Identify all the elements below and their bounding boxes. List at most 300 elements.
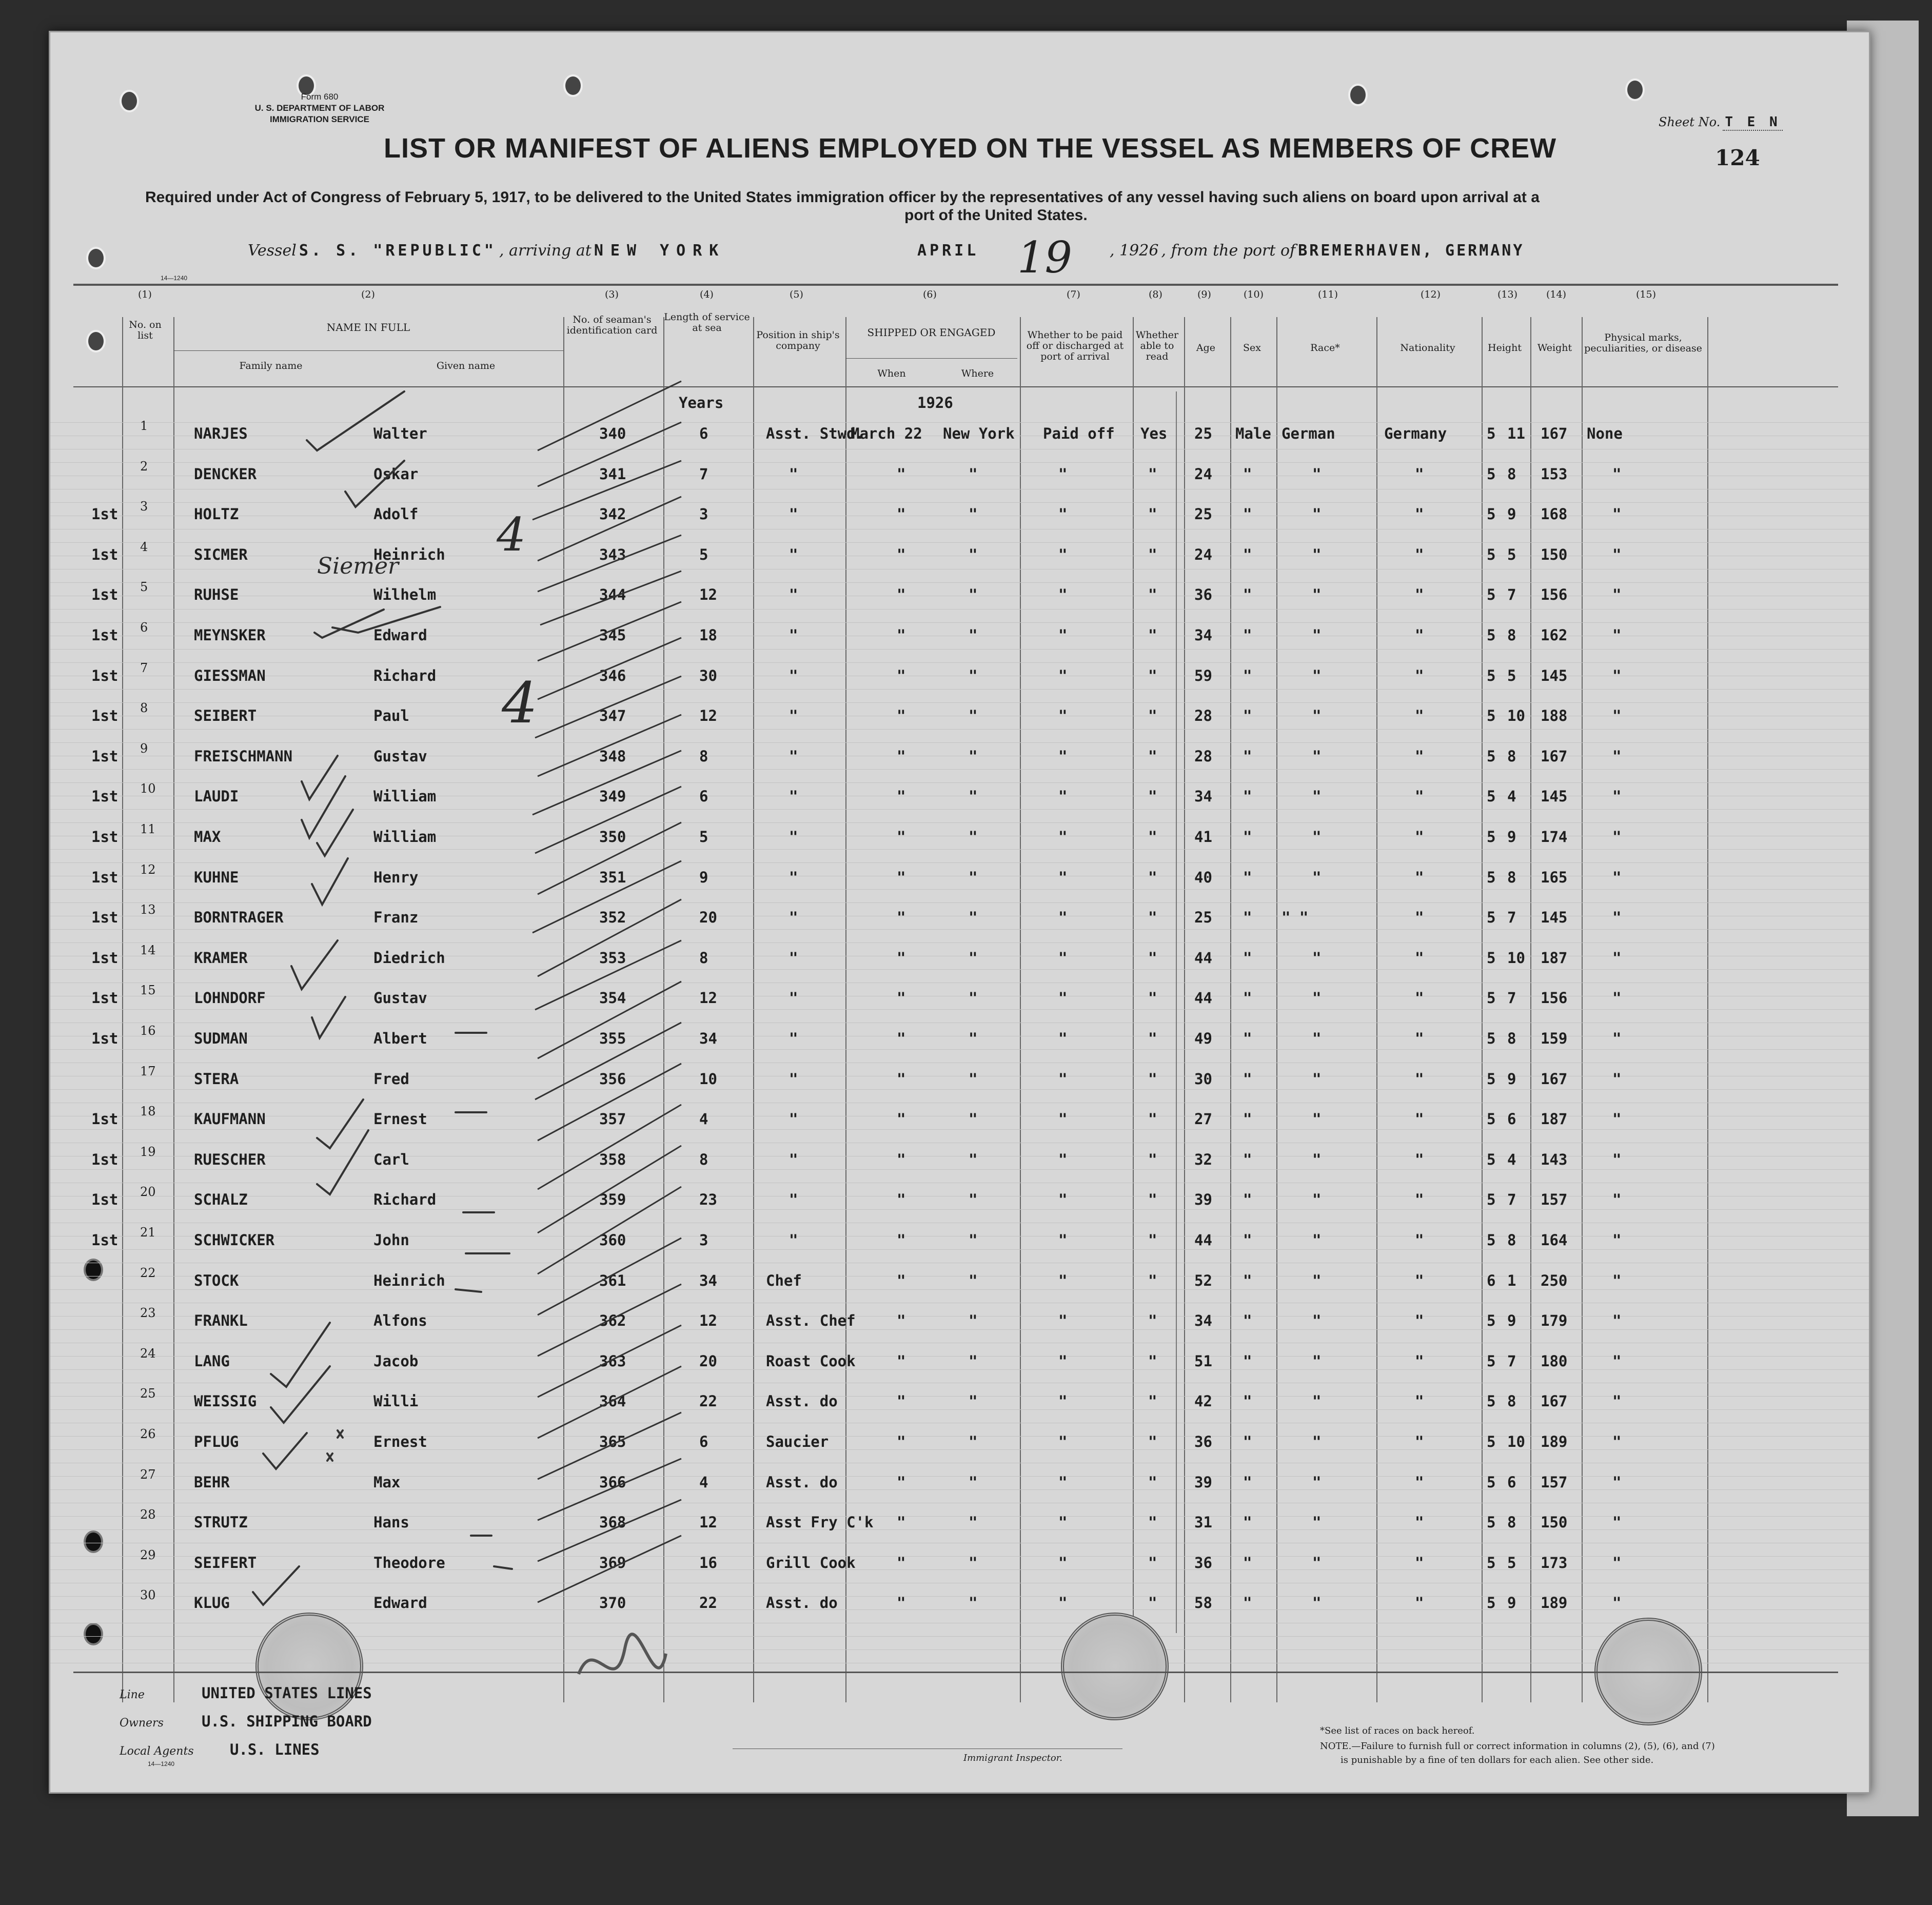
able-to-read: " bbox=[1148, 1110, 1157, 1128]
shipped-where: " bbox=[969, 788, 978, 806]
column-number: (13) bbox=[1497, 289, 1518, 300]
header-shipped-engaged: SHIPPED OR ENGAGED bbox=[867, 326, 996, 339]
header-name-in-full: NAME IN FULL bbox=[326, 321, 410, 333]
sex: " bbox=[1243, 1110, 1252, 1128]
owners-label: Owners bbox=[120, 1717, 164, 1730]
height-inches: 9 bbox=[1507, 1312, 1516, 1330]
age: 34 bbox=[1194, 788, 1212, 806]
page-title: LIST OR MANIFEST OF ALIENS EMPLOYED ON THE VESSEL AS MEMBERS OF CREW bbox=[384, 133, 1557, 164]
column-number: (2) bbox=[361, 289, 375, 300]
able-to-read: " bbox=[1148, 989, 1157, 1007]
position: " bbox=[789, 1191, 798, 1209]
checkmark bbox=[314, 610, 384, 638]
shipped-where: " bbox=[969, 1312, 978, 1330]
svg-text:4: 4 bbox=[502, 670, 538, 736]
sex: " bbox=[1243, 626, 1252, 644]
shipped-when: " bbox=[897, 666, 906, 684]
height-feet: 5 bbox=[1487, 1433, 1496, 1450]
column-number: (12) bbox=[1421, 289, 1441, 300]
able-to-read: " bbox=[1148, 949, 1157, 967]
given-name: Fred bbox=[373, 1070, 409, 1088]
shipped-when: " bbox=[897, 1352, 906, 1370]
shipped-where: " bbox=[969, 1473, 978, 1491]
position: Asst. do bbox=[766, 1392, 838, 1410]
weight: 159 bbox=[1541, 1030, 1568, 1047]
header-nationality: Nationality bbox=[1400, 342, 1455, 353]
race: " bbox=[1312, 1514, 1322, 1531]
race: " bbox=[1312, 545, 1322, 563]
shipped-when: " bbox=[897, 545, 906, 563]
service-years: 16 bbox=[699, 1554, 717, 1572]
row-number: 11 bbox=[140, 822, 156, 836]
sex: " bbox=[1243, 989, 1252, 1007]
row-number: 1 bbox=[140, 419, 148, 433]
row-number: 27 bbox=[140, 1467, 156, 1482]
card-number: 352 bbox=[599, 909, 626, 927]
height-inches: 9 bbox=[1507, 1594, 1516, 1612]
height-inches: 8 bbox=[1507, 868, 1516, 886]
vessel-name: S. S. "REPUBLIC" bbox=[299, 242, 497, 260]
family-name: SEIFERT bbox=[194, 1554, 257, 1572]
weight: 168 bbox=[1541, 505, 1568, 523]
header-paid-off: Whether to be paid off or discharged at port of arrival bbox=[1026, 329, 1124, 362]
able-to-read: " bbox=[1148, 465, 1157, 483]
family-name: LAUDI bbox=[194, 788, 239, 806]
sex: " bbox=[1243, 1352, 1252, 1370]
able-to-read: " bbox=[1148, 1392, 1157, 1410]
checkmark bbox=[263, 1433, 307, 1469]
paid-off: " bbox=[1058, 586, 1068, 604]
row-number: 8 bbox=[140, 701, 148, 716]
nationality: " bbox=[1415, 626, 1424, 644]
service-name: IMMIGRATION SERVICE bbox=[270, 114, 369, 124]
position: Asst. do bbox=[766, 1473, 838, 1491]
given-name: Albert bbox=[373, 1030, 427, 1047]
column-number: (8) bbox=[1149, 289, 1162, 300]
height-feet: 5 bbox=[1487, 545, 1496, 563]
weight: 167 bbox=[1541, 1392, 1568, 1410]
nationality: " bbox=[1415, 666, 1424, 684]
nationality: " bbox=[1415, 1433, 1424, 1450]
row-number: 5 bbox=[140, 580, 148, 595]
age: 52 bbox=[1194, 1271, 1212, 1289]
column-number: (9) bbox=[1197, 289, 1211, 300]
race: " bbox=[1312, 1271, 1322, 1289]
row-mark: 1st bbox=[91, 989, 119, 1007]
position: Chef bbox=[766, 1271, 802, 1289]
weight: 156 bbox=[1541, 989, 1568, 1007]
nationality: " bbox=[1415, 465, 1424, 483]
vessel-label: Vessel bbox=[248, 242, 297, 260]
given-name: Ernest bbox=[373, 1433, 427, 1450]
race: " bbox=[1312, 1554, 1322, 1572]
card-number: 363 bbox=[599, 1352, 626, 1370]
race: " bbox=[1312, 1110, 1322, 1128]
race: " " bbox=[1282, 909, 1309, 927]
service-years: 20 bbox=[699, 1352, 717, 1370]
shipped-when: " bbox=[897, 1231, 906, 1249]
nationality: " bbox=[1415, 1473, 1424, 1491]
age: 24 bbox=[1194, 465, 1212, 483]
card-number: 361 bbox=[599, 1271, 626, 1289]
height-feet: 5 bbox=[1487, 1352, 1496, 1370]
family-name: STERA bbox=[194, 1070, 239, 1088]
weight: 167 bbox=[1541, 425, 1568, 442]
height-feet: 5 bbox=[1487, 788, 1496, 806]
position: " bbox=[789, 989, 798, 1007]
row-mark: 1st bbox=[91, 586, 119, 604]
position: " bbox=[789, 788, 798, 806]
shipped-when: March 22 bbox=[851, 425, 922, 442]
service-years: 8 bbox=[699, 949, 708, 967]
service-years: 4 bbox=[699, 1110, 708, 1128]
family-name: KRAMER bbox=[194, 949, 248, 967]
card-number: 366 bbox=[599, 1473, 626, 1491]
physical-marks: " bbox=[1612, 1312, 1622, 1330]
card-number: 342 bbox=[599, 505, 626, 523]
shipped-where: " bbox=[969, 1554, 978, 1572]
service-years: 10 bbox=[699, 1070, 717, 1088]
family-name: HOLTZ bbox=[194, 505, 239, 523]
column-number: (11) bbox=[1318, 289, 1338, 300]
physical-marks: " bbox=[1612, 1433, 1622, 1450]
nationality: Germany bbox=[1384, 425, 1447, 442]
height-feet: 5 bbox=[1487, 1070, 1496, 1088]
given-name: Heinrich bbox=[373, 1271, 445, 1289]
card-number: 349 bbox=[599, 788, 626, 806]
header-position: Position in ship's company bbox=[756, 329, 840, 351]
shipped-where: " bbox=[969, 868, 978, 886]
sheet-label: Sheet No. bbox=[1659, 115, 1721, 129]
service-years: 3 bbox=[699, 505, 708, 523]
shipped-where: " bbox=[969, 1271, 978, 1289]
given-name: Paul bbox=[373, 707, 409, 725]
nationality: " bbox=[1415, 1392, 1424, 1410]
weight: 179 bbox=[1541, 1312, 1568, 1330]
nationality: " bbox=[1415, 909, 1424, 927]
sex: " bbox=[1243, 465, 1252, 483]
family-name: PFLUG bbox=[194, 1433, 239, 1450]
race: " bbox=[1312, 505, 1322, 523]
able-to-read: " bbox=[1148, 1271, 1157, 1289]
position: " bbox=[789, 1110, 798, 1128]
shipped-where: " bbox=[969, 666, 978, 684]
checkmark bbox=[312, 858, 348, 905]
paid-off: " bbox=[1058, 505, 1068, 523]
weight: 250 bbox=[1541, 1271, 1568, 1289]
race: " bbox=[1312, 465, 1322, 483]
sex: " bbox=[1243, 1150, 1252, 1168]
height-inches: 7 bbox=[1507, 1352, 1516, 1370]
shipped-when: " bbox=[897, 1392, 906, 1410]
card-number: 350 bbox=[599, 828, 626, 846]
header-when: When bbox=[877, 368, 906, 379]
row-number: 17 bbox=[140, 1064, 156, 1078]
height-inches: 9 bbox=[1507, 828, 1516, 846]
shipped-where: " bbox=[969, 1594, 978, 1612]
sex: " bbox=[1243, 505, 1252, 523]
race: " bbox=[1312, 1150, 1322, 1168]
shipped-where: " bbox=[969, 586, 978, 604]
weight: 145 bbox=[1541, 909, 1568, 927]
service-years: 6 bbox=[699, 1433, 708, 1450]
shipped-where: " bbox=[969, 505, 978, 523]
height-feet: 5 bbox=[1487, 1392, 1496, 1410]
row-number: 9 bbox=[140, 741, 148, 756]
able-to-read: " bbox=[1148, 1514, 1157, 1531]
row-number: 19 bbox=[140, 1144, 156, 1159]
given-name: Diedrich bbox=[373, 949, 445, 967]
paid-off: " bbox=[1058, 1271, 1068, 1289]
able-to-read: " bbox=[1148, 586, 1157, 604]
given-name: Wilhelm bbox=[373, 586, 437, 604]
age: 49 bbox=[1194, 1030, 1212, 1047]
card-number: 364 bbox=[599, 1392, 626, 1410]
position: " bbox=[789, 626, 798, 644]
given-name: William bbox=[373, 788, 437, 806]
consulate-stamp bbox=[255, 1613, 363, 1720]
race: " bbox=[1312, 666, 1322, 684]
given-name: Henry bbox=[373, 868, 419, 886]
service-years: 22 bbox=[699, 1392, 717, 1410]
position: " bbox=[789, 505, 798, 523]
able-to-read: " bbox=[1148, 1352, 1157, 1370]
shipped-when: " bbox=[897, 747, 906, 765]
card-number: 356 bbox=[599, 1070, 626, 1088]
age: 28 bbox=[1194, 707, 1212, 725]
race: " bbox=[1312, 1473, 1322, 1491]
nationality: " bbox=[1415, 1271, 1424, 1289]
row-number: 20 bbox=[140, 1185, 156, 1200]
position: " bbox=[789, 747, 798, 765]
able-to-read: " bbox=[1148, 1433, 1157, 1450]
given-name: Max bbox=[373, 1473, 401, 1491]
department: U. S. DEPARTMENT OF LABOR bbox=[254, 103, 385, 113]
weight: 153 bbox=[1541, 465, 1568, 483]
card-number: 354 bbox=[599, 989, 626, 1007]
race: " bbox=[1312, 1030, 1322, 1047]
paid-off: Paid off bbox=[1043, 425, 1115, 442]
family-name: GIESSMAN bbox=[194, 666, 266, 684]
physical-marks: " bbox=[1612, 1030, 1622, 1047]
sex: " bbox=[1243, 1030, 1252, 1047]
arrival-day: 19 bbox=[1017, 232, 1072, 283]
height-inches: 4 bbox=[1507, 1150, 1516, 1168]
nationality: " bbox=[1415, 545, 1424, 563]
height-feet: 5 bbox=[1487, 1110, 1496, 1128]
physical-marks: " bbox=[1612, 909, 1622, 927]
race: " bbox=[1312, 1352, 1322, 1370]
column-number: (15) bbox=[1636, 289, 1657, 300]
able-to-read: " bbox=[1148, 545, 1157, 563]
nationality: " bbox=[1415, 828, 1424, 846]
paid-off: " bbox=[1058, 1352, 1068, 1370]
agents-value: U.S. LINES bbox=[230, 1741, 320, 1758]
age: 31 bbox=[1194, 1514, 1212, 1531]
consulate-stamp bbox=[1061, 1613, 1169, 1720]
physical-marks: " bbox=[1612, 505, 1622, 523]
shipped-where: " bbox=[969, 707, 978, 725]
sex: " bbox=[1243, 586, 1252, 604]
paid-off: " bbox=[1058, 949, 1068, 967]
height-inches: 10 bbox=[1507, 707, 1525, 725]
card-number: 348 bbox=[599, 747, 626, 765]
note-fine: NOTE.—Failure to furnish full or correct information in columns (2), (5), (6), and (7) bbox=[1320, 1741, 1715, 1752]
service-years: 12 bbox=[699, 707, 717, 725]
weight: 143 bbox=[1541, 1150, 1568, 1168]
shipped-where: " bbox=[969, 626, 978, 644]
physical-marks: None bbox=[1587, 425, 1623, 442]
nationality: " bbox=[1415, 747, 1424, 765]
weight: 174 bbox=[1541, 828, 1568, 846]
paid-off: " bbox=[1058, 989, 1068, 1007]
row-number: 29 bbox=[140, 1547, 156, 1562]
header-given-name: Given name bbox=[436, 360, 496, 371]
age: 36 bbox=[1194, 1554, 1212, 1572]
able-to-read: " bbox=[1148, 909, 1157, 927]
sex: " bbox=[1243, 1554, 1252, 1572]
shipped-when: " bbox=[897, 465, 906, 483]
card-number: 357 bbox=[599, 1110, 626, 1128]
shipped-when: " bbox=[897, 909, 906, 927]
service-years: 6 bbox=[699, 425, 708, 442]
form-number: Form 680 bbox=[301, 92, 339, 102]
position: Asst Fry C'k bbox=[766, 1514, 874, 1531]
position: " bbox=[789, 465, 798, 483]
card-number: 368 bbox=[599, 1514, 626, 1531]
card-number: 343 bbox=[599, 545, 626, 563]
card-number: 358 bbox=[599, 1150, 626, 1168]
physical-marks: " bbox=[1612, 666, 1622, 684]
able-to-read: Yes bbox=[1140, 425, 1168, 442]
height-inches: 8 bbox=[1507, 1231, 1516, 1249]
service-years: 30 bbox=[699, 666, 717, 684]
checkmark bbox=[332, 607, 440, 633]
race: " bbox=[1312, 707, 1322, 725]
race: " bbox=[1312, 1594, 1322, 1612]
service-years: 34 bbox=[699, 1271, 717, 1289]
row-mark: 1st bbox=[91, 1030, 119, 1047]
age: 36 bbox=[1194, 586, 1212, 604]
arriving-label: , arriving at bbox=[499, 242, 592, 260]
height-feet: 5 bbox=[1487, 868, 1496, 886]
family-name: MAX bbox=[194, 828, 221, 846]
age: 42 bbox=[1194, 1392, 1212, 1410]
checkmark bbox=[317, 1130, 368, 1194]
card-number: 355 bbox=[599, 1030, 626, 1047]
note-races: *See list of races on back hereof. bbox=[1320, 1725, 1475, 1736]
able-to-read: " bbox=[1148, 626, 1157, 644]
given-name: John bbox=[373, 1231, 409, 1249]
shipped-where: " bbox=[969, 465, 978, 483]
age: 40 bbox=[1194, 868, 1212, 886]
sex: " bbox=[1243, 949, 1252, 967]
paid-off: " bbox=[1058, 465, 1068, 483]
sex: " bbox=[1243, 868, 1252, 886]
header-where: Where bbox=[961, 368, 994, 379]
physical-marks: " bbox=[1612, 1554, 1622, 1572]
sex: " bbox=[1243, 666, 1252, 684]
height-inches: 11 bbox=[1507, 425, 1525, 442]
sex: Male bbox=[1235, 425, 1271, 442]
inspector-label: Immigrant Inspector. bbox=[963, 1753, 1063, 1763]
shipped-when: " bbox=[897, 1150, 906, 1168]
card-number: 346 bbox=[599, 666, 626, 684]
able-to-read: " bbox=[1148, 707, 1157, 725]
height-inches: 8 bbox=[1507, 747, 1516, 765]
family-name: STOCK bbox=[194, 1271, 239, 1289]
row-mark: 1st bbox=[91, 545, 119, 563]
race: " bbox=[1312, 1392, 1322, 1410]
race: " bbox=[1312, 626, 1322, 644]
physical-marks: " bbox=[1612, 626, 1622, 644]
height-inches: 8 bbox=[1507, 1514, 1516, 1531]
height-inches: 8 bbox=[1507, 1030, 1516, 1047]
physical-marks: " bbox=[1612, 989, 1622, 1007]
service-years: 18 bbox=[699, 626, 717, 644]
row-number: 13 bbox=[140, 902, 156, 917]
able-to-read: " bbox=[1148, 788, 1157, 806]
height-feet: 5 bbox=[1487, 586, 1496, 604]
checkmark bbox=[302, 756, 338, 799]
race: " bbox=[1312, 586, 1322, 604]
family-name: SEIBERT bbox=[194, 707, 257, 725]
height-feet: 5 bbox=[1487, 1514, 1496, 1531]
sex: " bbox=[1243, 1191, 1252, 1209]
checkmark bbox=[291, 940, 338, 989]
age: 51 bbox=[1194, 1352, 1212, 1370]
family-name: SICMER bbox=[194, 545, 248, 563]
service-years: 6 bbox=[699, 788, 708, 806]
shipped-where: New York bbox=[943, 425, 1015, 442]
shipped-where: " bbox=[969, 1231, 978, 1249]
row-number: 4 bbox=[140, 539, 148, 554]
checkmark bbox=[312, 997, 345, 1038]
weight: 188 bbox=[1541, 707, 1568, 725]
service-years: 9 bbox=[699, 868, 708, 886]
position: " bbox=[789, 1030, 798, 1047]
weight: 150 bbox=[1541, 545, 1568, 563]
height-feet: 5 bbox=[1487, 909, 1496, 927]
row-number: 16 bbox=[140, 1024, 156, 1038]
given-name: Alfons bbox=[373, 1312, 427, 1330]
shipped-where: " bbox=[969, 1433, 978, 1450]
row-number: 21 bbox=[140, 1225, 156, 1240]
shipped-where: " bbox=[969, 1110, 978, 1128]
header-family-name: Family name bbox=[239, 360, 303, 371]
nationality: " bbox=[1415, 1312, 1424, 1330]
position: " bbox=[789, 1070, 798, 1088]
paid-off: " bbox=[1058, 1594, 1068, 1612]
shipped-when: " bbox=[897, 1110, 906, 1128]
service-years: 20 bbox=[699, 909, 717, 927]
race: " bbox=[1312, 747, 1322, 765]
row-number: 2 bbox=[140, 459, 148, 474]
position: " bbox=[789, 1150, 798, 1168]
paid-off: " bbox=[1058, 1392, 1068, 1410]
paid-off: " bbox=[1058, 909, 1068, 927]
service-years: 8 bbox=[699, 1150, 708, 1168]
nationality: " bbox=[1415, 1070, 1424, 1088]
manifest-sheet bbox=[49, 31, 1870, 1794]
physical-marks: " bbox=[1612, 1352, 1622, 1370]
card-number: 369 bbox=[599, 1554, 626, 1572]
header-age: Age bbox=[1196, 342, 1216, 353]
sex: " bbox=[1243, 909, 1252, 927]
race: " bbox=[1312, 1433, 1322, 1450]
position: " bbox=[789, 666, 798, 684]
sex: " bbox=[1243, 828, 1252, 846]
